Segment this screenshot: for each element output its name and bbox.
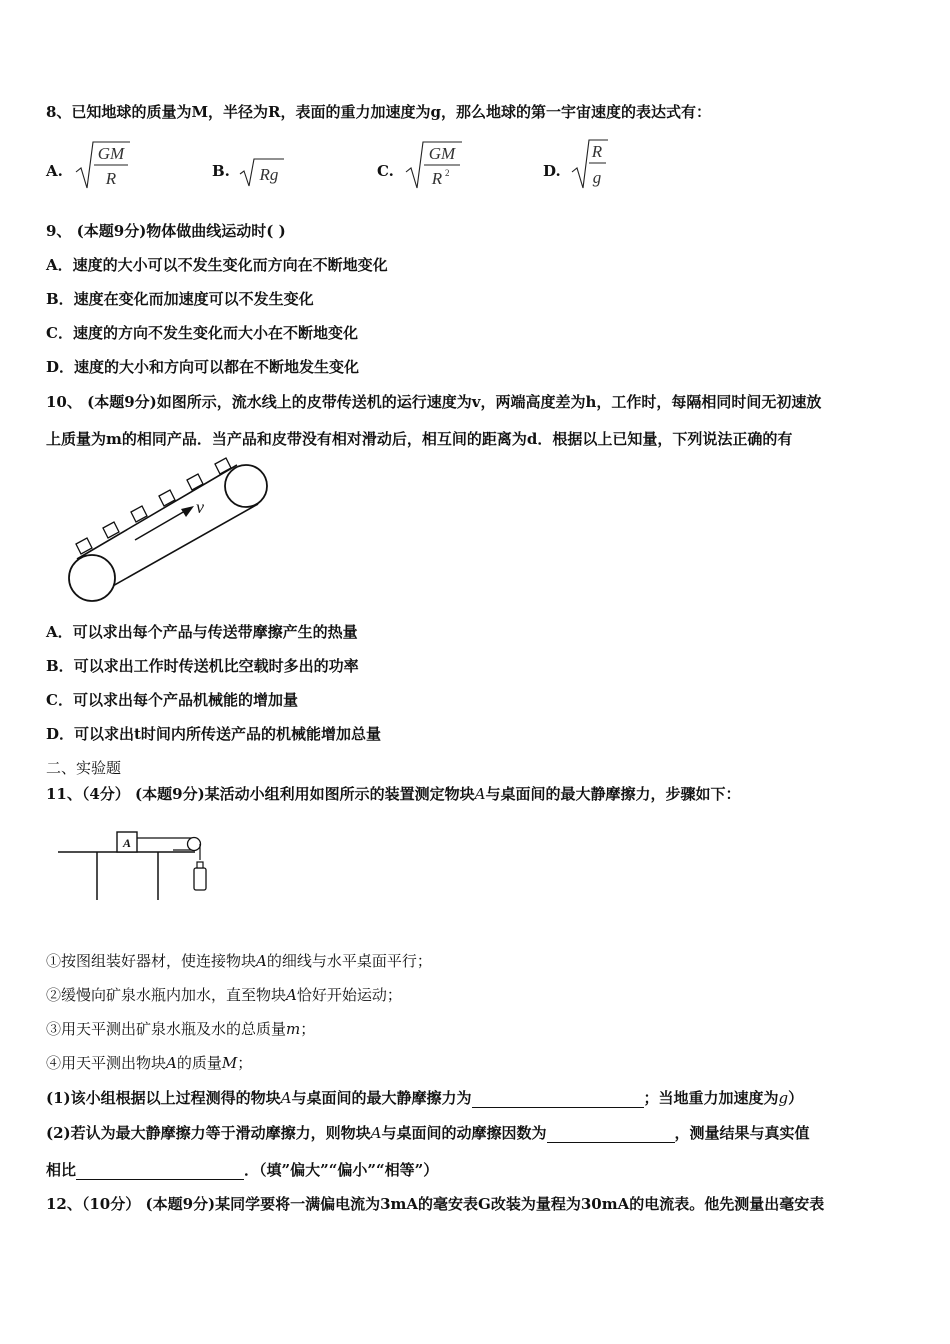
q10-stem-line2: 上质量为m的相同产品．当产品和皮带没有相对滑动后，相互间的距离为d．根据以上已知量，下列说法正确的有: [46, 430, 793, 448]
q11-step-2: ②缓慢向矿泉水瓶内加水，直至物块A恰好开始运动；: [46, 986, 402, 1004]
q11-step-4: ④用天平测出物块A的质量M；: [46, 1054, 253, 1072]
products: [76, 458, 231, 554]
block-a-label: A: [122, 836, 132, 850]
friction-apparatus-figure: [55, 826, 225, 906]
q9-option-d: D．速度的大小和方向可以都在不断地发生变化: [46, 358, 360, 376]
q11-stem: 11、（4分） (本题9分)某活动小组利用如图所示的装置测定物块A与桌面间的最大静摩擦力，步骤如下：: [46, 785, 741, 803]
q11-sub1: (1)该小组根据以上过程测得的物块A与桌面间的最大静摩擦力为 ；当地重力加速度为g）: [46, 1089, 804, 1107]
conveyor-belt-figure: [60, 455, 280, 610]
q8-option-b-label: B.: [212, 162, 230, 180]
q8-option-c-formula: [404, 138, 466, 194]
q8-option-c-numerator: GM: [428, 144, 456, 163]
q10-option-c: C．可以求出每个产品机械能的增加量: [46, 691, 298, 709]
q8-option-a-denominator: R: [105, 169, 117, 188]
water-bottle: [194, 868, 206, 890]
pulley: [188, 838, 201, 851]
q11-sub2: (2)若认为最大静摩擦力等于滑动摩擦力，则物块A与桌面间的动摩擦因数为 ，测量结果与真实值: [46, 1124, 810, 1142]
q11-step-3: ③用天平测出矿泉水瓶及水的总质量m；: [46, 1020, 316, 1038]
q8-option-c-exponent: 2: [445, 168, 450, 178]
q11-sub2-compare-blank[interactable]: [76, 1163, 244, 1180]
q8-option-a-label: A.: [46, 162, 63, 180]
q9-option-a: A．速度的大小可以不发生变化而方向在不断地变化: [46, 256, 388, 274]
q8-option-d-label: D.: [543, 162, 561, 180]
q8-option-a-formula: [74, 138, 134, 194]
q8-option-a-numerator: GM: [97, 144, 125, 163]
q10-option-d: D．可以求出t时间内所传送产品的机械能增加总量: [46, 725, 381, 743]
q8-option-c-denominator: R: [431, 169, 443, 188]
q9-option-c: C．速度的方向不发生变化而大小在不断地变化: [46, 324, 358, 342]
q12-stem: 12、（10分） (本题9分)某同学要将一满偏电流为3mA的毫安表G改装为量程为30mA的电流表。他先测量出毫安表: [46, 1195, 825, 1213]
q8-stem: 8、已知地球的质量为M，半径为R，表面的重力加速度为g，那么地球的第一宇宙速度的表达式有：: [46, 103, 711, 121]
q8-option-c-label: C.: [377, 162, 394, 180]
q8-option-d-formula: [570, 136, 612, 194]
q11-sub2-line2: 相比 ．（填”偏大”“偏小”“相等”）: [46, 1161, 439, 1179]
q9-option-b: B．速度在变化而加速度可以不发生变化: [46, 290, 314, 308]
q8-option-d-denominator: g: [592, 168, 602, 187]
q8-option-b-formula: [238, 156, 288, 190]
velocity-label: v: [196, 497, 204, 517]
q10-option-a: A．可以求出每个产品与传送带摩擦产生的热量: [46, 623, 358, 641]
top-roller: [225, 465, 267, 507]
q11-sub1-answer-blank[interactable]: [472, 1091, 644, 1108]
q9-stem: 9、 (本题9分)物体做曲线运动时( ): [46, 222, 286, 240]
bottom-roller: [69, 555, 115, 601]
q11-sub2-answer-blank[interactable]: [547, 1126, 675, 1143]
q8-option-d-numerator: R: [591, 142, 603, 161]
section-title: 二、实验题: [46, 759, 122, 777]
q10-option-b: B．可以求出工作时传送机比空载时多出的功率: [46, 657, 359, 675]
q8-option-b-expression: Rg: [259, 165, 279, 184]
q10-stem-line1: 10、 (本题9分)如图所示，流水线上的皮带传送机的运行速度为v，两端高度差为h，工作时，每隔相同时间无初速放: [46, 393, 822, 411]
q11-step-1: ①按图组装好器材，使连接物块A的细线与水平桌面平行；: [46, 952, 432, 970]
